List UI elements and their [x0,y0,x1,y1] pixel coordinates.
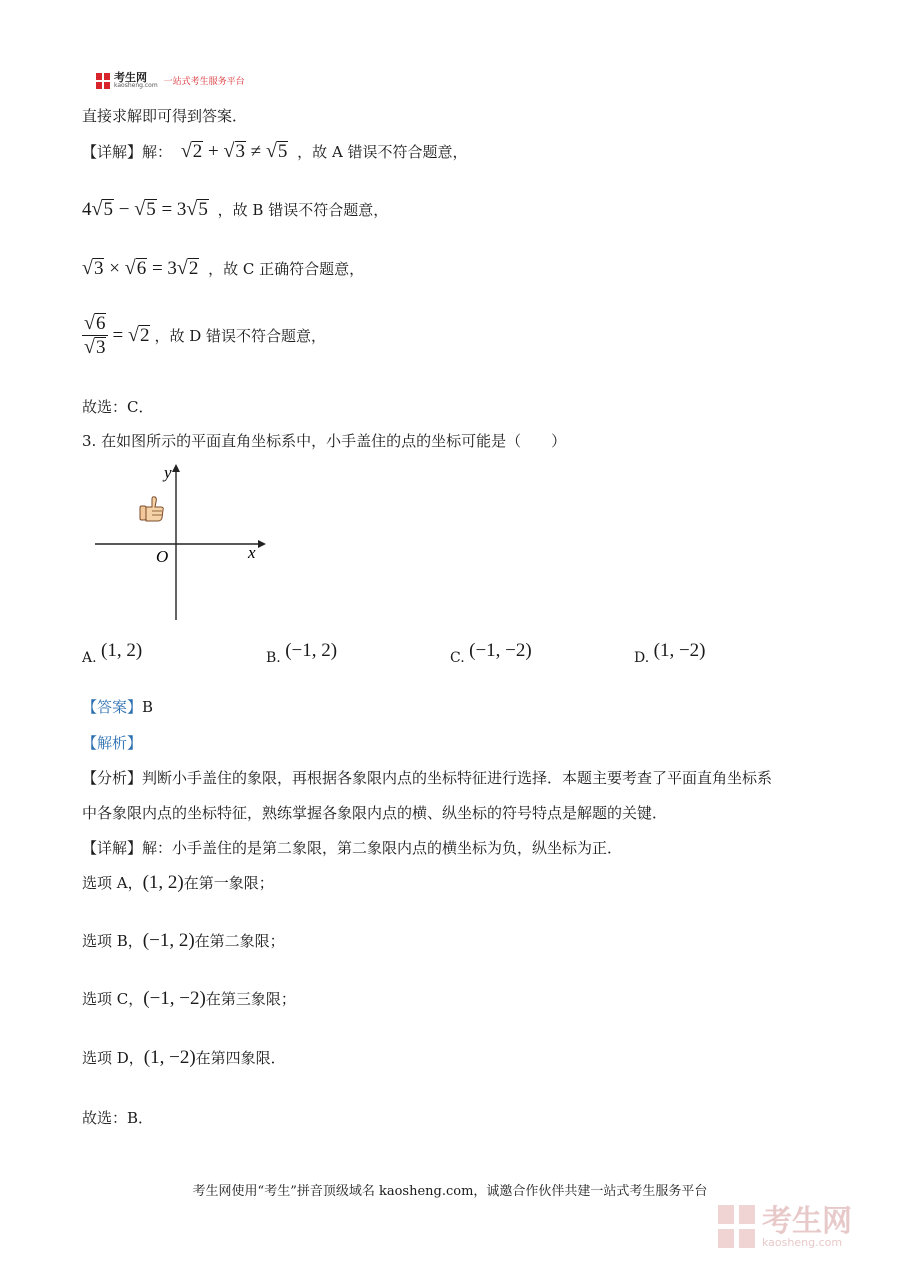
x-axis-arrow [258,540,266,548]
prev-detail-b [82,198,388,221]
d-suffix: ，故 D 错误不符合题意， [154,327,327,345]
expr-d-rhs: = √2 [112,324,150,346]
q3-stem: 3. 在如图所示的平面直角坐标系中，小手盖住的点的坐标可能是（ ） [82,432,567,450]
y-axis-arrow [172,464,180,472]
item-b-coord: (−1, 2) [142,930,195,951]
answer-line [82,696,153,717]
watermark-logo-icon [718,1205,756,1249]
item-a-prefix: 选项 A， [82,874,143,892]
logo-slogan: 一站式考生服务平台 [163,77,245,87]
answer-tag: 【答案】 [82,698,143,716]
fenxi-text1: 判断小手盖住的象限，再根据各象限内点的坐标特征进行选择．本题主要考查了平面直角坐标系 [142,769,773,787]
prev-detail-a [82,140,468,163]
option-c[interactable] [450,640,532,666]
option-d-value: (1, −2) [653,640,706,661]
xiangjie-tag: 【详解】 [82,839,143,857]
item-d-suffix: 在第四象限． [195,1049,286,1067]
logo-sub: kaosheng.com [114,82,158,89]
coordinate-plane [90,458,270,624]
option-c-value: (−1, −2) [469,640,532,661]
item-c-coord: (−1, −2) [143,988,206,1009]
kaosheng-logo-icon [96,73,110,89]
x-axis-label: x [248,543,256,562]
option-a[interactable] [82,640,142,666]
option-d[interactable] [634,640,706,666]
thumbs-up-hand-icon [140,497,163,521]
a-suffix: ，故 A 错误不符合题意， [297,143,468,161]
fenxi-tag: 【分析】 [82,769,143,787]
item-c [82,988,296,1010]
expr-b: 4√5 − √5 = 3√5 [82,198,208,220]
detail-lead: 解： [142,143,173,161]
item-a-suffix: 在第一象限； [183,874,274,892]
item-b [82,930,285,952]
option-c-label: C. [450,650,465,666]
fenxi-line1 [82,767,772,788]
header-logo [96,72,245,89]
option-b-label: B. [266,650,281,666]
option-b[interactable] [266,640,337,666]
option-d-label: D. [634,650,650,666]
expr-c: √3 × √6 = 3√2 [82,257,199,279]
option-b-value: (−1, 2) [285,640,338,661]
answer-value: B [142,698,154,716]
fenxi-text2: 中各象限内点的坐标特征，熟练掌握各象限内点的横、纵坐标的符号特点是解题的关键． [82,804,668,822]
prev-detail-c [82,257,364,280]
watermark [718,1205,852,1249]
watermark-sub: kaosheng.com [762,1235,843,1249]
q3-choose: 故选：B． [82,1109,154,1127]
prev-line1: 直接求解即可得到答案． [82,107,248,125]
option-a-value: (1, 2) [101,640,143,661]
analysis-tag: 【解析】 [82,734,143,752]
prev-choose: 故选：C． [82,398,154,416]
prev-detail-d [82,312,326,359]
logo-text: 考生网 [114,71,147,84]
item-b-prefix: 选项 B， [82,932,143,950]
b-suffix: ，故 B 错误不符合题意， [217,201,389,219]
xiangjie-line [82,837,622,858]
origin-label: O [156,547,169,566]
item-d-prefix: 选项 D， [82,1049,144,1067]
y-axis-label: y [164,463,172,482]
xiangjie-text: 解：小手盖住的是第二象限，第二象限内点的横坐标为负，纵坐标为正． [142,839,623,857]
expr-d-fraction: $\frac{√6}{√3}$ [82,312,108,359]
item-c-prefix: 选项 C， [82,990,144,1008]
expr-a: √2 + √3 ≠ √5 [180,140,288,162]
item-d-coord: (1, −2) [143,1047,196,1068]
item-d [82,1047,286,1069]
item-c-suffix: 在第三象限； [205,990,296,1008]
item-a [82,872,274,894]
item-b-suffix: 在第二象限； [194,932,285,950]
footer-text: 考生网使用“考生”拼音顶级域名 kaosheng.com，诚邀合作伙伴共建一站式考生服务平台 [192,1184,708,1199]
watermark-text: 考生网 [762,1203,852,1239]
option-a-label: A. [82,650,97,666]
detail-tag: 【详解】 [82,143,143,161]
c-suffix: ，故 C 正确符合题意， [208,260,365,278]
item-a-coord: (1, 2) [142,872,184,893]
